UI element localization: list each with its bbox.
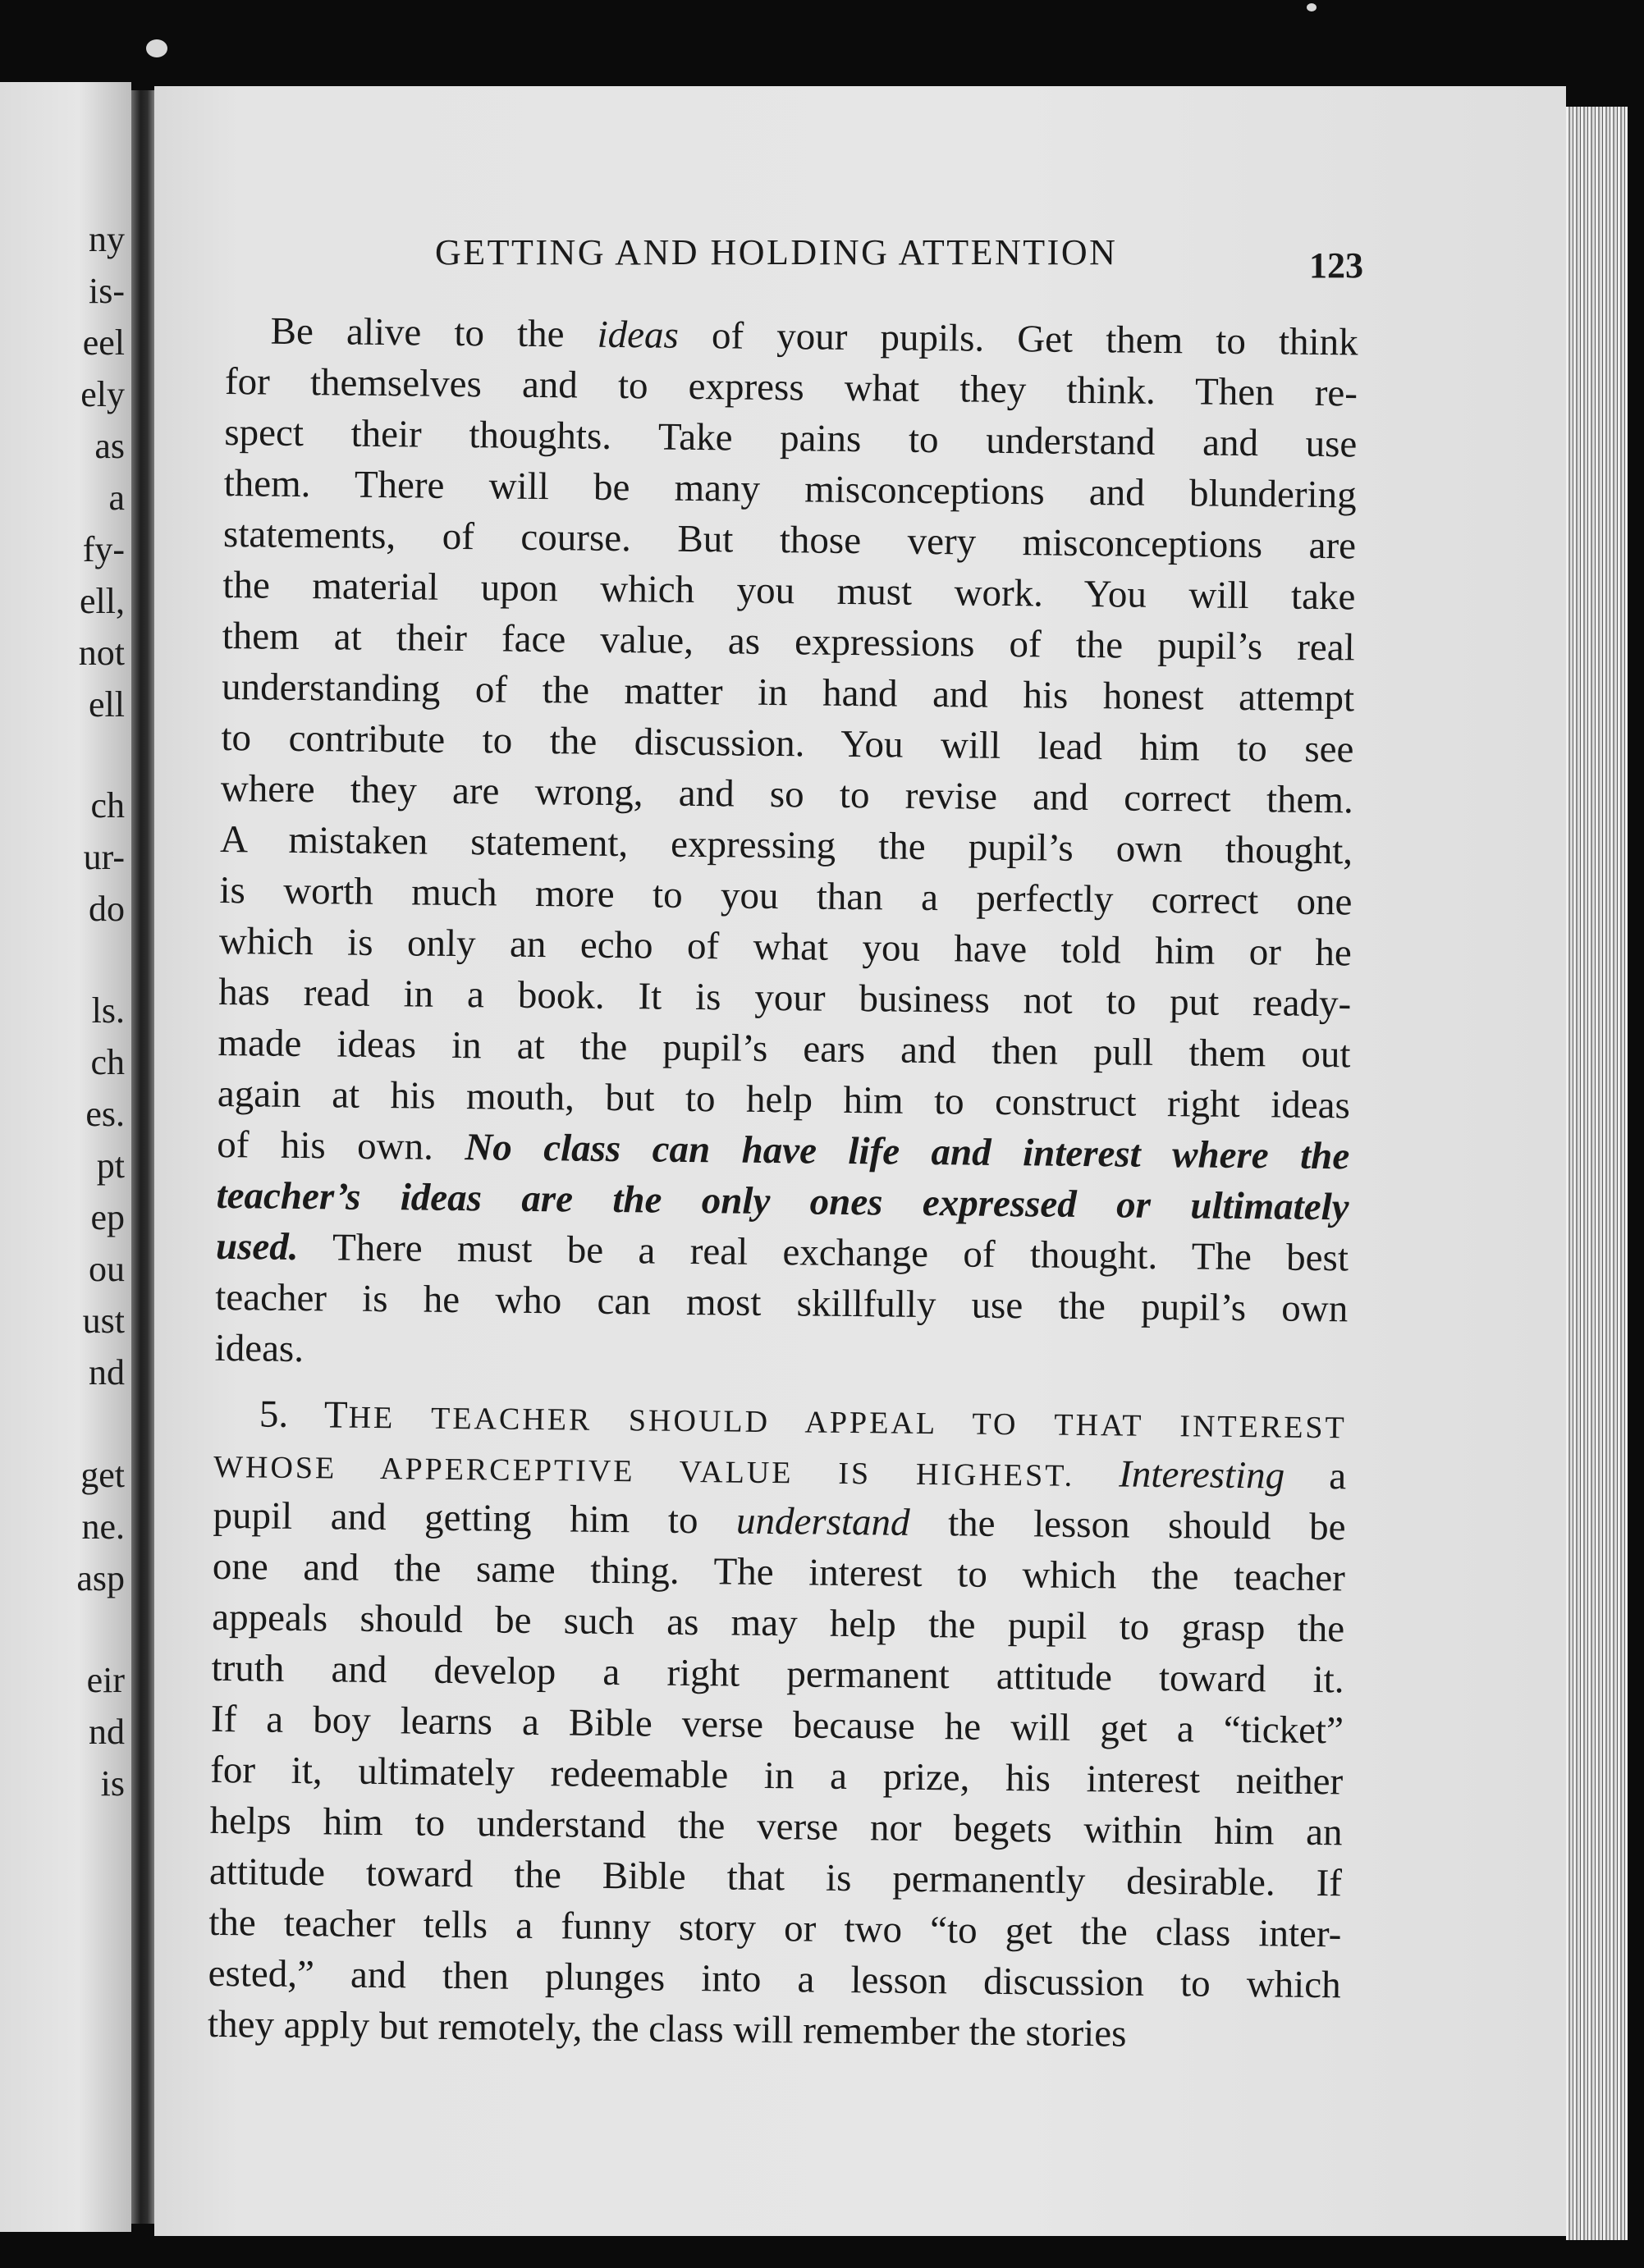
left-page-fragment: nd bbox=[89, 1712, 125, 1752]
left-page-fragment: a bbox=[108, 478, 125, 518]
left-page-fragment: ls. bbox=[91, 990, 125, 1031]
left-page-fragment: ell bbox=[89, 684, 125, 725]
text-line: again at his mouth, but to help him to construct right ideas bbox=[217, 1072, 1351, 1127]
text-line: made ideas in at the pupil’s ears and then pull them out bbox=[218, 1021, 1351, 1077]
text-line: them at their face value, as expressions of the pupil’s real bbox=[222, 614, 1355, 670]
left-page-fragment: pt bbox=[96, 1145, 125, 1186]
dust-speck bbox=[146, 39, 167, 57]
paragraph-2 bbox=[208, 1388, 1347, 2061]
text-line: statements, of course. But those very misconceptions are bbox=[222, 512, 1357, 568]
running-head: GETTING AND HOLDING ATTENTION bbox=[435, 232, 1118, 272]
text-line: If a boy learns a Bible verse because he will get a “ticket” bbox=[210, 1697, 1344, 1753]
left-page-fragment: ust bbox=[82, 1301, 125, 1341]
left-page-fragment: ell, bbox=[80, 581, 125, 621]
left-page-fragment: ou bbox=[89, 1249, 125, 1289]
text-line: for themselves and to express what they think. Then re- bbox=[224, 359, 1358, 415]
dust-speck bbox=[1307, 3, 1317, 11]
text-line: the teacher tells a funny story or two “to get the class inter- bbox=[208, 1900, 1342, 1956]
text-line: them. There will be many misconceptions and blundering bbox=[223, 461, 1357, 517]
page-number: 123 bbox=[1309, 245, 1363, 286]
left-page-fragment: is bbox=[100, 1763, 125, 1804]
left-page-fragment: ely bbox=[80, 374, 125, 414]
left-page-fragment: as bbox=[94, 426, 125, 466]
left-page-fragment: eel bbox=[82, 322, 125, 363]
text-line: teacher is he who can most skillfully use the pupil’s own bbox=[215, 1275, 1349, 1331]
left-page-fragment: is- bbox=[89, 271, 125, 311]
text-line: understanding of the matter in hand and his honest attempt bbox=[221, 665, 1355, 720]
text-line: helps him to understand the verse nor begets within him an bbox=[209, 1799, 1343, 1854]
page-edges bbox=[1566, 107, 1628, 2240]
text-line: teacher’s ideas are the only ones expressed or ultimately bbox=[216, 1173, 1349, 1229]
text-line: for it, ultimately redeemable in a prize, his interest neither bbox=[210, 1748, 1344, 1804]
left-page-fragment: ep bbox=[90, 1197, 125, 1237]
text-line: attitude toward the Bible that is permanently desirable. If bbox=[208, 1850, 1343, 1905]
text-line: spect their thoughts. Take pains to understand and use bbox=[224, 410, 1358, 466]
left-page-fragment: get bbox=[80, 1455, 125, 1495]
left-page-edge bbox=[0, 82, 131, 2232]
book-gutter bbox=[131, 90, 154, 2224]
left-page-fragment: ch bbox=[90, 785, 125, 825]
left-page-fragment: ny bbox=[89, 219, 125, 259]
text-line: A mistaken statement, expressing the pupil’s own thought, bbox=[219, 817, 1353, 873]
text-line: 5. THE TEACHER SHOULD APPEAL TO THAT INTEREST bbox=[259, 1392, 1347, 1446]
text-line: to contribute to the discussion. You will lead him to see bbox=[221, 716, 1354, 771]
text-line: truth and develop a right permanent attitude toward it. bbox=[211, 1646, 1344, 1702]
left-page-fragment: ch bbox=[90, 1042, 125, 1082]
text-line: used. There must be a real exchange of thought. The best bbox=[215, 1224, 1349, 1280]
left-page-fragment: not bbox=[78, 633, 125, 673]
text-line: appeals should be such as may help the pupil to grasp the bbox=[211, 1595, 1345, 1651]
text-line: ideas. bbox=[214, 1326, 305, 1371]
text-line: ested,” and then plunges into a lesson discussion to which bbox=[208, 1951, 1341, 2007]
left-page-fragment: nd bbox=[89, 1352, 125, 1392]
paragraph-1 bbox=[214, 305, 1358, 1385]
left-page-fragment: fy- bbox=[82, 529, 125, 569]
left-page-fragment: es. bbox=[85, 1094, 125, 1134]
body-text bbox=[208, 305, 1358, 2061]
text-line: pupil and getting him to understand the lesson should be bbox=[213, 1493, 1346, 1549]
text-line: is worth much more to you than a perfectly correct one bbox=[219, 868, 1353, 924]
text-line: where they are wrong, and so to revise and correct them. bbox=[220, 766, 1354, 822]
left-page-fragment: do bbox=[89, 889, 125, 929]
text-line: one and the same thing. The interest to which the teacher bbox=[212, 1544, 1346, 1600]
left-page-fragment: asp bbox=[76, 1558, 125, 1598]
text-line: the material upon which you must work. You will take bbox=[222, 563, 1356, 619]
text-line: has read in a book. It is your business not to put ready- bbox=[218, 970, 1352, 1026]
text-line: they apply but remotely, the class will remember the stories bbox=[207, 2002, 1127, 2055]
text-line: Be alive to the ideas of your pupils. Get them to think bbox=[270, 309, 1358, 364]
left-page-fragment: ur- bbox=[83, 837, 125, 877]
text-line: WHOSE APPERCEPTIVE VALUE IS HIGHEST. Interesting a bbox=[213, 1449, 1347, 1498]
left-page-fragment: ne. bbox=[81, 1507, 125, 1547]
text-line: which is only an echo of what you have told him or he bbox=[218, 919, 1353, 975]
left-page-fragment: eir bbox=[86, 1660, 125, 1700]
text-line: of his own. No class can have life and interest where the bbox=[217, 1123, 1350, 1178]
